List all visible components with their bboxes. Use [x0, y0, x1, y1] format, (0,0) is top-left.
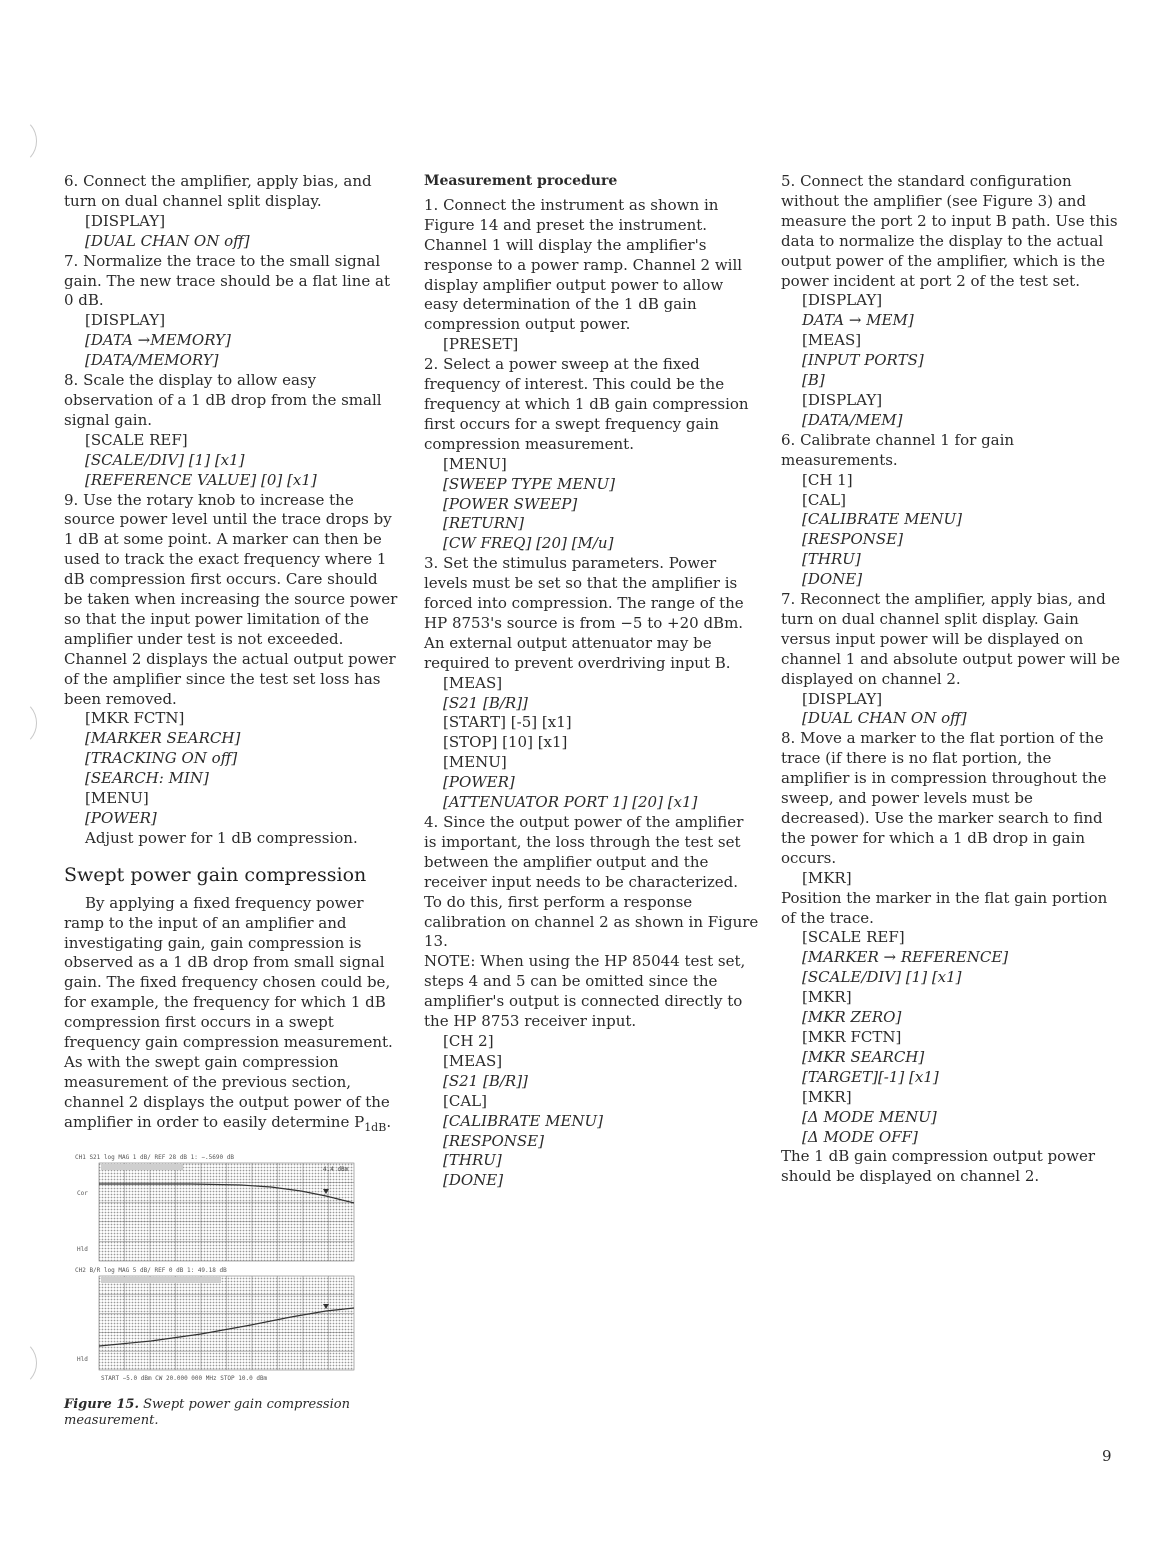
- key-sequence: [CH 2]: [443, 1031, 494, 1050]
- key-sequence: [CALIBRATE MENU]: [802, 510, 963, 529]
- ch1-cor-label: Cor: [77, 1190, 88, 1197]
- figure-caption: [64, 1397, 364, 1429]
- step-text: 8. Move a marker to the flat portion of the trace (if there is no flat portion, the amplifier is in compression throughout the sweep, and power levels must be decreased). Use the marker search to find the power for which a 1 dB drop in gain occurs.: [781, 729, 1107, 867]
- step-text: NOTE: When using the HP 85044 test set, steps 4 and 5 can be omitted since the amplifier's output is connected directly to the HP 8753 receiver input.: [424, 952, 746, 1031]
- step-text: 5. Connect the standard configuration without the amplifier (see Figure 3) and measure the port 2 to input B path. Use this data to normalize the display to the actual output power of the amplifier, which is the power incident at port 2 of the test set.: [781, 172, 1118, 290]
- key-sequence: [B]: [802, 371, 825, 390]
- key-sequence: [MEAS]: [443, 673, 503, 692]
- step-text: 2. Select a power sweep at the fixed frequency of interest. This could be the frequency at which 1 dB gain compression first occurs for a swept frequency gain compression measurement.: [424, 355, 749, 453]
- figure-caption-text: Swept power gain compression measurement.: [64, 1397, 350, 1428]
- key-sequence: [ATTENUATOR PORT 1] [20] [x1]: [443, 793, 698, 812]
- key-sequence: [PRESET]: [443, 335, 519, 354]
- key-sequence: [RESPONSE]: [802, 530, 903, 549]
- key-sequence: [STOP] [10] [x1]: [443, 733, 568, 752]
- procedure-steps-right: [781, 172, 1121, 1187]
- key-sequence: [DISPLAY]: [85, 311, 166, 330]
- key-sequence: [MKR]: [802, 868, 852, 887]
- ch2-header-text: CH2 B/R log MAG 5 dB/ REF 0 dB 1: 49.18 dB: [75, 1267, 227, 1274]
- key-sequence: [DATA/MEMORY]: [85, 351, 219, 370]
- subsection-heading: Measurement procedure: [424, 173, 618, 189]
- ch1-header-text: CH1 S21 log MAG 1 dB/ REF 28 dB 1: −.5690 dB: [75, 1154, 234, 1161]
- key-sequence: [DONE]: [443, 1171, 504, 1190]
- key-sequence: [THRU]: [443, 1151, 502, 1170]
- binder-hole-mark: [0, 700, 37, 746]
- ch2-status-bar: [101, 1277, 221, 1283]
- key-sequence: [CALIBRATE MENU]: [443, 1111, 604, 1130]
- step-text: The 1 dB gain compression output power should be displayed on channel 2.: [781, 1147, 1096, 1186]
- procedure-steps-continued: [64, 172, 399, 849]
- key-sequence: [POWER SWEEP]: [443, 494, 578, 513]
- binder-hole-mark: [0, 118, 37, 164]
- key-sequence: [SCALE REF]: [802, 928, 905, 947]
- step-text: 7. Reconnect the amplifier, apply bias, and turn on dual channel split display. Gain versus input power will be displayed on channel 1 and absolute output power will be displayed on channel 2.: [781, 590, 1121, 688]
- key-sequence: [S21 [B/R]]: [443, 693, 528, 712]
- page-number: 9: [1102, 1447, 1112, 1465]
- key-sequence: [CH 1]: [802, 470, 853, 489]
- key-sequence: [DATA/MEM]: [802, 410, 903, 429]
- key-sequence: [THRU]: [802, 550, 861, 569]
- key-sequence: [SWEEP TYPE MENU]: [443, 474, 615, 493]
- step-text: 3. Set the stimulus parameters. Power levels must be set so that the amplifier is forced into compression. The range of the HP 8753's source is from −5 to +20 dBm. An external output attenuator may be required to prevent overdriving input B.: [424, 554, 744, 672]
- key-sequence: [RESPONSE]: [443, 1131, 544, 1150]
- ch2-hld-label: Hld: [77, 1356, 88, 1363]
- key-sequence: [MKR ZERO]: [802, 1008, 902, 1027]
- step-text: Position the marker in the flat gain portion of the trace.: [781, 888, 1108, 927]
- subscript: 1dB: [364, 1120, 387, 1134]
- section-paragraph: By applying a fixed frequency power ramp to the input of an amplifier and investigating gain, gain compression is observed as a 1 dB drop from small signal gain. The fixed frequency chosen could be, for example, the frequency for which 1 dB compression first occurs in a swept frequency gain compression measurement. As with the swept gain compression measurement of the previous section, channel 2 displays the output power of the amplifier in order to easily determine $P_{1dB}$.: [64, 893, 393, 1134]
- key-sequence: [SCALE REF]: [85, 430, 188, 449]
- key-sequence: [DISPLAY]: [85, 211, 166, 230]
- step-text: 4. Since the output power of the amplifier is important, the loss through the test set between the amplifier output and the receiver input needs to be characterized. To do this, first perform a response calibration on channel 2 as shown in Figure 13.: [424, 813, 759, 951]
- key-sequence: [MENU]: [443, 454, 507, 473]
- ch1-status-bar: [101, 1164, 183, 1170]
- step-text: 8. Scale the display to allow easy observation of a 1 dB drop from the small signal gain.: [64, 371, 382, 429]
- key-sequence: [MKR FCTN]: [802, 1027, 902, 1046]
- key-sequence: [DISPLAY]: [802, 689, 883, 708]
- stimulus-footer: START −5.0 dBm CW 20.000 000 MHz STOP 10.0 dBm: [101, 1375, 268, 1382]
- key-sequence: [MKR SEARCH]: [802, 1047, 925, 1066]
- key-sequence: [REFERENCE VALUE] [0] [x1]: [85, 470, 317, 489]
- step-text: 1. Connect the instrument as shown in Figure 14 and preset the instrument. Channel 1 will display the amplifier's response to a power ramp. Channel 2 will display amplifier output power to allow easy determination of the 1 dB gain compression output power.: [424, 195, 743, 334]
- key-sequence: [DUAL CHAN ON off]: [802, 709, 967, 728]
- step-text: 7. Normalize the trace to the small signal gain. The new trace should be a flat line at 0 dB.: [64, 251, 390, 310]
- binder-hole-mark: [0, 1340, 37, 1386]
- key-sequence: [MEAS]: [802, 331, 862, 350]
- key-sequence: [RETURN]: [443, 514, 525, 533]
- key-sequence: DATA → MEM]: [802, 311, 914, 330]
- key-sequence: [MEAS]: [443, 1051, 503, 1070]
- key-sequence: [TARGET][-1] [x1]: [802, 1067, 939, 1086]
- figure-label: Figure 15.: [64, 1397, 139, 1412]
- step-text: 6. Connect the amplifier, apply bias, and turn on dual channel split display.: [64, 172, 372, 210]
- key-sequence: [DATA →MEMORY]: [85, 331, 231, 350]
- key-sequence: [CAL]: [443, 1091, 487, 1110]
- step-text: 6. Calibrate channel 1 for gain measurements.: [781, 430, 1015, 469]
- key-sequence: [SEARCH: MIN]: [85, 769, 209, 788]
- key-sequence: [MARKER → REFERENCE]: [802, 948, 1009, 967]
- key-sequence: [MKR]: [802, 1087, 852, 1106]
- step-text: 9. Use the rotary knob to increase the source power level until the trace drops by 1 dB at some point. A marker can then be used to track the exact frequency where 1 dB compression first occurs. Care should be taken when increasing the source power so that the input power limitation of the amplifier under test is not exceeded. Channel 2 displays the actual output power of the amplifier since the test set loss has been removed.: [64, 490, 398, 708]
- column-right: [781, 172, 1121, 1187]
- key-sequence: [INPUT PORTS]: [802, 351, 924, 370]
- ch1-hld-label: Hld: [77, 1246, 88, 1253]
- key-sequence: [MENU]: [85, 789, 149, 808]
- key-sequence: [TRACKING ON off]: [85, 749, 238, 768]
- key-sequence: [MKR FCTN]: [85, 709, 185, 728]
- key-sequence: [CW FREQ] [20] [M/u]: [443, 534, 614, 553]
- key-sequence: [POWER]: [443, 773, 515, 792]
- key-sequence: [START] [-5] [x1]: [443, 713, 572, 732]
- key-sequence: Adjust power for 1 dB compression.: [85, 828, 358, 847]
- column-left: [64, 172, 399, 1138]
- key-sequence: [DISPLAY]: [802, 390, 883, 409]
- key-sequence: [CAL]: [802, 490, 846, 509]
- key-sequence: [MARKER SEARCH]: [85, 729, 241, 748]
- key-sequence: [Δ MODE MENU]: [802, 1107, 937, 1126]
- key-sequence: [DONE]: [802, 570, 863, 589]
- key-sequence: [SCALE/DIV] [1] [x1]: [802, 968, 962, 987]
- network-analyzer-screen-figure: [71, 1151, 357, 1383]
- key-sequence: [DUAL CHAN ON off]: [85, 231, 250, 250]
- key-sequence: [SCALE/DIV] [1] [x1]: [85, 450, 245, 469]
- key-sequence: [DISPLAY]: [802, 291, 883, 310]
- key-sequence: [POWER]: [85, 809, 157, 827]
- column-middle: [424, 172, 759, 1191]
- ch1-readout: 4.4 dBm: [323, 1166, 349, 1173]
- key-sequence: [Δ MODE OFF]: [802, 1127, 918, 1146]
- key-sequence: [MKR]: [802, 988, 852, 1007]
- measurement-procedure-steps: [424, 196, 759, 1191]
- key-sequence: [MENU]: [443, 753, 507, 772]
- key-sequence: [S21 [B/R]]: [443, 1071, 528, 1090]
- section-heading: Swept power gain compression: [64, 863, 367, 886]
